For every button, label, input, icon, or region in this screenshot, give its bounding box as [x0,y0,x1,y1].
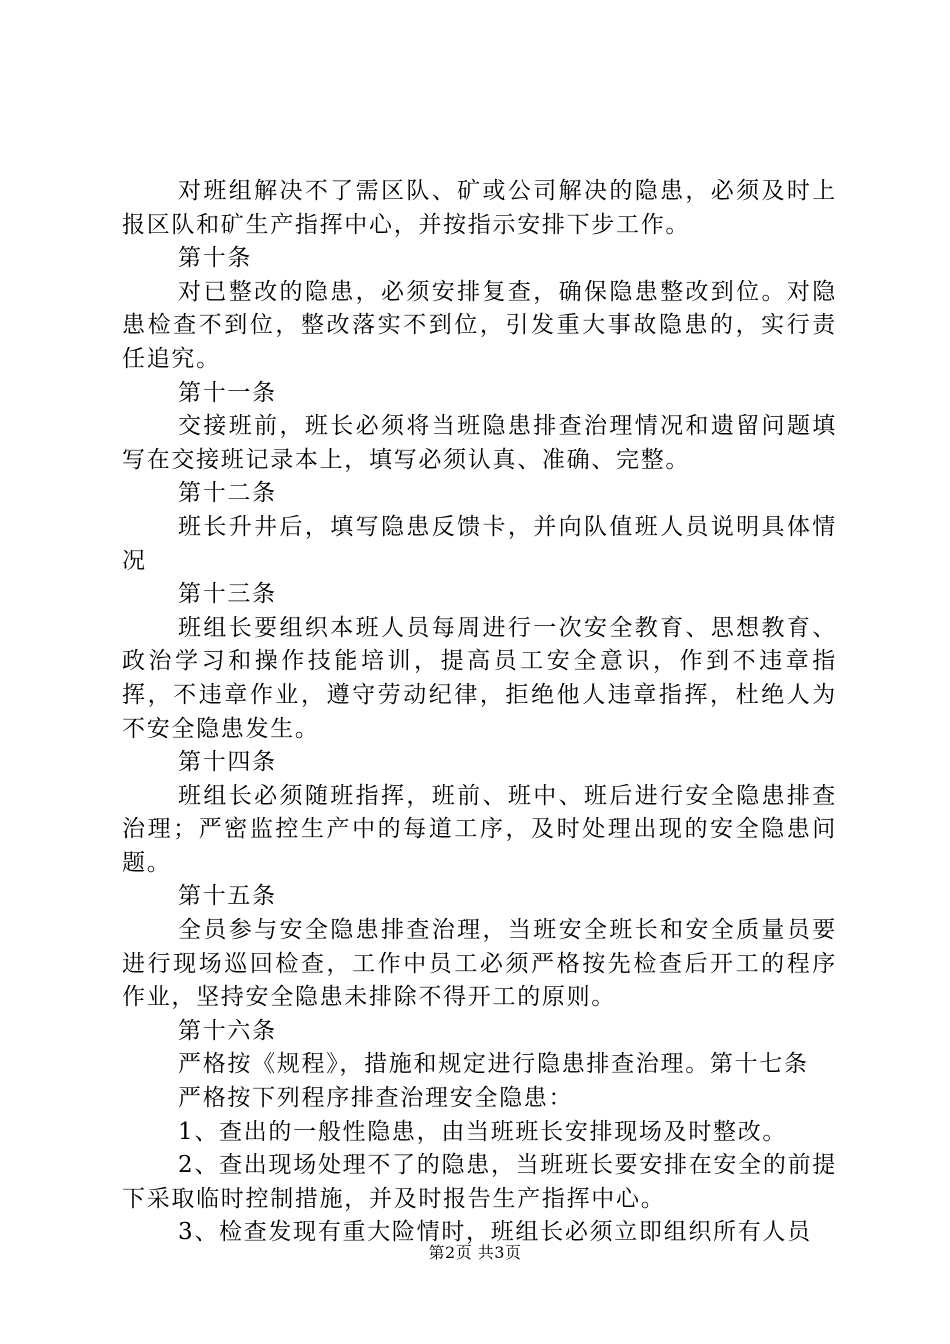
paragraph: 全员参与安全隐患排查治理，当班安全班长和安全质量员要进行现场巡回检查，工作中员工必须严格按先检查后开工的程序作业，坚持安全隐患未排除不得开工的原则。 [122,917,837,1011]
paragraph: 班组长要组织本班人员每周进行一次安全教育、思想教育、政治学习和操作技能培训，提高员工安全意识，作到不违章指挥，不违章作业，遵守劳动纪律，拒绝他人违章指挥，杜绝人为不安全隐患发生。 [122,614,837,742]
document-body [122,175,837,1250]
list-item: 1、查出的一般性隐患，由当班班长安排现场及时整改。 [178,1118,788,1145]
paragraph: 严格按下列程序排查治理安全隐患： [178,1085,574,1112]
article-heading: 第十六条 [178,1017,277,1044]
article-heading: 第十三条 [178,581,277,608]
paragraph: 对班组解决不了需区队、矿或公司解决的隐患，必须及时上报区队和矿生产指挥中心，并按指示安排下步工作。 [122,178,837,238]
list-item: 2、查出现场处理不了的隐患，当班班长要安排在安全的前提下采取临时控制措施，并及时报告生产指挥中心。 [122,1152,837,1212]
paragraph: 班长升井后，填写隐患反馈卡，并向队值班人员说明具体情况 [122,513,837,574]
paragraph: 班组长必须随班指挥，班前、班中、班后进行安全隐患排查治理；严密监控生产中的每道工序，及时处理出现的安全隐患问题。 [122,782,837,876]
paragraph: 对已整改的隐患，必须安排复查，确保隐患整改到位。对隐患检查不到位，整改落实不到位，引发重大事故隐患的，实行责任追究。 [122,278,837,372]
article-heading: 第十一条 [178,379,277,406]
list-item: 3、检查发现有重大险情时，班组长必须立即组织所有人员 [178,1219,812,1246]
page-footer: 第2页 共3页 [428,1243,522,1262]
paragraph: 严格按《规程》，措施和规定进行隐患排查治理。第十七条 [178,1051,809,1078]
article-heading: 第十四条 [178,749,277,776]
article-heading: 第十五条 [178,883,277,910]
article-heading: 第十条 [178,245,253,272]
article-heading: 第十二条 [178,480,277,507]
paragraph: 交接班前，班长必须将当班隐患排查治理情况和遗留问题填写在交接班记录本上，填写必须认真、准确、完整。 [122,413,837,473]
